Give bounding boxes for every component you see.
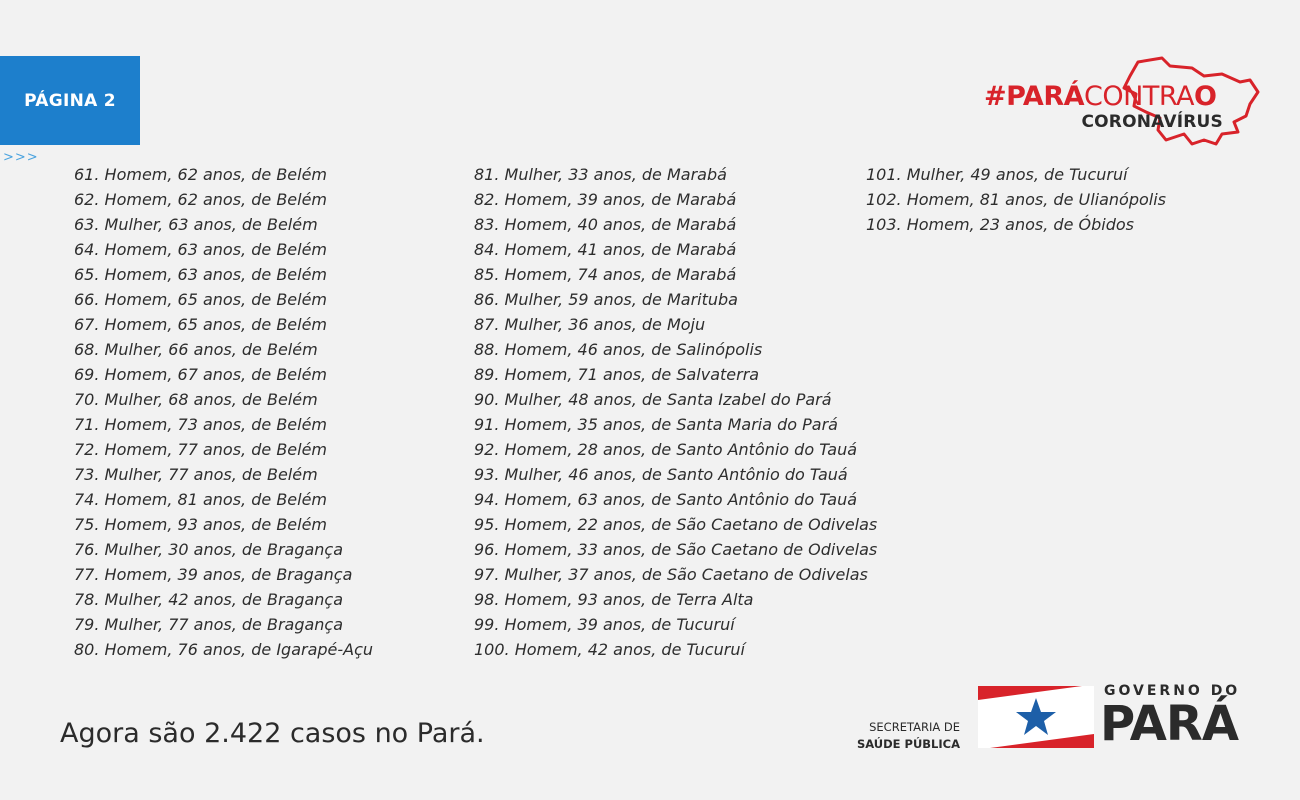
case-item: 103. Homem, 23 anos, de Óbidos — [866, 215, 1134, 234]
case-item: 66. Homem, 65 anos, de Belém — [74, 290, 328, 309]
case-item: 98. Homem, 93 anos, de Terra Alta — [474, 590, 754, 609]
case-item: 97. Mulher, 37 anos, de São Caetano de Odivelas — [474, 565, 868, 584]
case-item: 62. Homem, 62 anos, de Belém — [74, 190, 328, 209]
case-item: 80. Homem, 76 anos, de Igarapé-Açu — [74, 640, 374, 659]
page-number-label: PÁGINA 2 — [24, 90, 116, 111]
case-item: 72. Homem, 77 anos, de Belém — [74, 440, 328, 459]
case-item: 69. Homem, 67 anos, de Belém — [74, 365, 328, 384]
cases-column-2 — [474, 162, 877, 662]
case-item: 88. Homem, 46 anos, de Salinópolis — [474, 340, 763, 359]
case-item: 74. Homem, 81 anos, de Belém — [74, 490, 328, 509]
secretaria-line-1: SECRETARIA DE — [869, 720, 960, 734]
arrows-decoration: >>> — [3, 150, 39, 165]
campaign-logo — [980, 56, 1265, 146]
hashtag-para: PARÁ — [1006, 81, 1085, 112]
case-item: 65. Homem, 63 anos, de Belém — [74, 265, 328, 284]
case-item: 82. Homem, 39 anos, de Marabá — [474, 190, 737, 209]
page-number-tab — [0, 56, 140, 145]
secretaria-label — [842, 719, 960, 753]
case-item: 99. Homem, 39 anos, de Tucuruí — [474, 615, 735, 634]
case-item: 79. Mulher, 77 anos, de Bragança — [74, 615, 344, 634]
para-flag-icon — [978, 686, 1094, 748]
case-item: 68. Mulher, 66 anos, de Belém — [74, 340, 318, 359]
case-item: 92. Homem, 28 anos, de Santo Antônio do Tauá — [474, 440, 858, 459]
case-item: 76. Mulher, 30 anos, de Bragança — [74, 540, 344, 559]
campaign-hashtag — [984, 82, 1216, 112]
case-item: 83. Homem, 40 anos, de Marabá — [474, 215, 737, 234]
hashtag-o: O — [1193, 81, 1217, 112]
case-item: 67. Homem, 65 anos, de Belém — [74, 315, 328, 334]
cases-column-3 — [866, 162, 1166, 237]
case-item: 70. Mulher, 68 anos, de Belém — [74, 390, 318, 409]
governo-label: GOVERNO DO — [1104, 683, 1241, 699]
cases-column-1 — [74, 162, 373, 662]
case-item: 91. Homem, 35 anos, de Santa Maria do Pará — [474, 415, 838, 434]
case-item: 64. Homem, 63 anos, de Belém — [74, 240, 328, 259]
hashtag-contra: CONTRA — [1084, 81, 1194, 112]
case-item: 61. Homem, 62 anos, de Belém — [74, 165, 328, 184]
case-item: 87. Mulher, 36 anos, de Moju — [474, 315, 706, 334]
case-item: 81. Mulher, 33 anos, de Marabá — [474, 165, 727, 184]
case-item: 90. Mulher, 48 anos, de Santa Izabel do Pará — [474, 390, 832, 409]
case-item: 101. Mulher, 49 anos, de Tucuruí — [866, 165, 1128, 184]
case-item: 89. Homem, 71 anos, de Salvaterra — [474, 365, 760, 384]
case-item: 96. Homem, 33 anos, de São Caetano de Odivelas — [474, 540, 878, 559]
case-item: 93. Mulher, 46 anos, de Santo Antônio do Tauá — [474, 465, 848, 484]
case-item: 77. Homem, 39 anos, de Bragança — [74, 565, 353, 584]
case-item: 85. Homem, 74 anos, de Marabá — [474, 265, 737, 284]
case-item: 95. Homem, 22 anos, de São Caetano de Odivelas — [474, 515, 878, 534]
governo-para-label: PARÁ — [1100, 696, 1239, 752]
case-item: 63. Mulher, 63 anos, de Belém — [74, 215, 318, 234]
case-item: 75. Homem, 93 anos, de Belém — [74, 515, 328, 534]
case-item: 100. Homem, 42 anos, de Tucuruí — [474, 640, 745, 659]
case-item: 102. Homem, 81 anos, de Ulianópolis — [866, 190, 1166, 209]
case-item: 78. Mulher, 42 anos, de Bragança — [74, 590, 344, 609]
case-item: 73. Mulher, 77 anos, de Belém — [74, 465, 318, 484]
case-item: 94. Homem, 63 anos, de Santo Antônio do Tauá — [474, 490, 858, 509]
cases-summary: Agora são 2.422 casos no Pará. — [60, 718, 485, 749]
secretaria-line-2: SAÚDE PÚBLICA — [856, 737, 960, 751]
case-item: 84. Homem, 41 anos, de Marabá — [474, 240, 737, 259]
hashtag-symbol: # — [984, 81, 1007, 112]
case-item: 71. Homem, 73 anos, de Belém — [74, 415, 328, 434]
campaign-subtitle: CORONAVÍRUS — [1081, 112, 1223, 132]
case-item: 86. Mulher, 59 anos, de Marituba — [474, 290, 738, 309]
